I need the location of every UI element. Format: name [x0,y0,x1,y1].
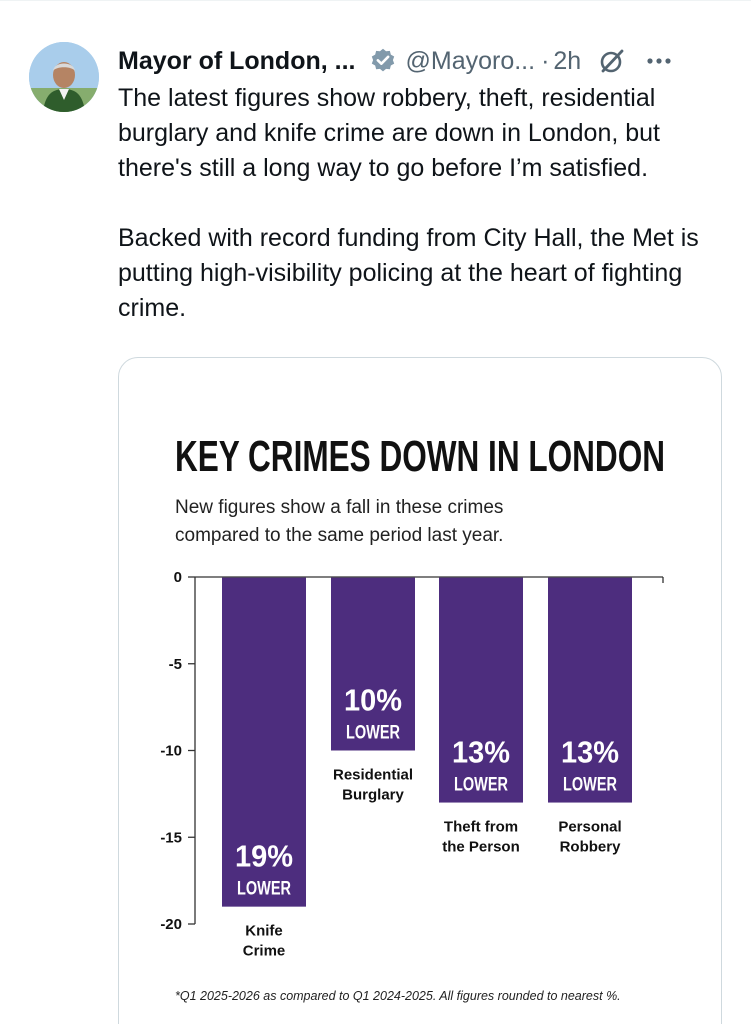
bar-change-label: LOWER [454,774,509,796]
chart-subtitle-line: New figures show a fall in these crimes [175,497,504,518]
avatar-photo [29,42,99,112]
chart-subtitle [175,497,503,546]
author-name[interactable]: Mayor of London, ... [118,46,356,75]
y-tick-label: -15 [160,829,182,847]
media-image[interactable] [118,357,722,1024]
tweet-paragraph: Backed with record funding from City Hall, the Met is putting high-visibility policing at the heart of fighting crime. [118,224,699,322]
category-label: Residential [332,766,414,784]
bar-percent-label: 13% [452,734,510,770]
bar-change-label: LOWER [346,722,401,744]
separator-dot: · [541,46,550,75]
y-tick-label: -10 [160,742,182,760]
grok-icon[interactable] [597,46,627,76]
y-tick-label: -20 [160,916,182,933]
tweet-text [118,81,730,326]
tweet-paragraph: The latest figures show robbery, theft, residential burglary and knife crime are down in London, but there's still a long way to go before I’m satisfied. [118,84,660,182]
y-tick-label: -5 [168,655,182,673]
y-tick-label: 0 [173,569,182,586]
chart-subtitle-line: compared to the same period last year. [175,525,504,546]
chart-footnote: *Q1 2025-2026 as compared to Q1 2024-2025. All figures rounded to nearest %. [175,989,621,1003]
category-label: Crime [242,942,286,960]
verified-badge-icon[interactable] [369,47,397,75]
chart-bars [222,578,632,960]
tweet-header [118,41,721,81]
more-options-icon[interactable] [645,47,673,75]
category-label: Burglary [342,786,404,804]
bar-percent-label: 13% [561,734,619,770]
bar-change-label: LOWER [237,878,292,900]
category-label: the Person [442,838,520,856]
bar-chart [119,358,721,1024]
timestamp[interactable]: 2h [553,46,582,75]
category-label: Personal [558,818,622,836]
bar-percent-label: 19% [235,838,293,874]
author-handle[interactable]: @Mayoro... [405,46,536,75]
category-label: Knife [245,922,283,940]
chart-title: KEY CRIMES DOWN IN LONDON [175,432,665,481]
category-label: Theft from [443,818,519,836]
category-label: Robbery [559,838,621,856]
bar-change-label: LOWER [563,774,618,796]
avatar[interactable] [29,42,99,112]
bar-percent-label: 10% [344,682,402,718]
